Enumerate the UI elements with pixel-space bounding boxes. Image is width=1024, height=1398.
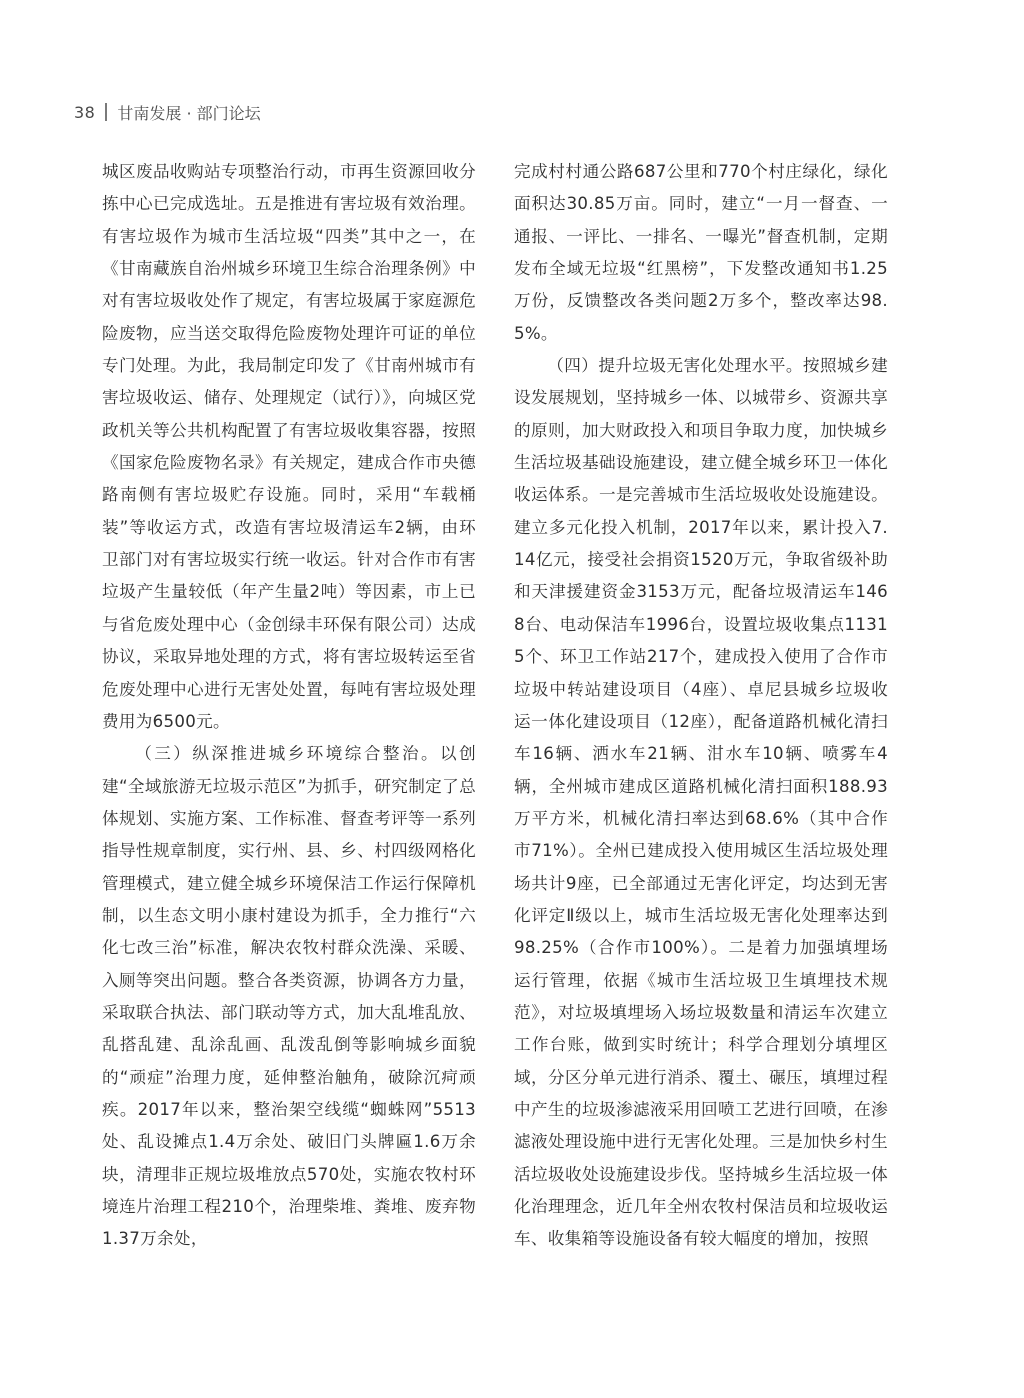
body-paragraph: 完成村村通公路687公里和770个村庄绿化，绿化面积达30.85万亩。同时，建立“一月一督查、一通报、一评比、一排名、一曝光”督查机制，定期发布全域无垃圾“红黑榜”，下发整改通知书1.25万份，反馈整改各类问题2万多个，整改率达98.5%。 <box>514 162 888 343</box>
body-paragraph: （三）纵深推进城乡环境综合整治。以创建“全域旅游无垃圾示范区”为抓手，研究制定了总体规划、实施方案、工作标准、督查考评等一系列指导性规章制度，实行州、县、乡、村四级网格化管理模式，建立健全城乡环境保洁工作运行保障机制，以生态文明小康村建设为抓手，全力推行“六化七改三治”标准，解决农牧村群众洗澡、采暖、入厕等突出问题。整合各类资源，协调各方力量，采取联合执法、部门联动等方式，加大乱堆乱放、乱搭乱建、乱涂乱画、乱泼乱倒等影响城乡面貌的“顽症”治理力度，延伸整治触角，破除沉疴顽疾。2017年以来，整治架空线缆“蜘蛛网”5513处、乱设摊点1.4万余处、破旧门头牌匾1.6万余块，清理非正规垃圾堆放点570处，实施农牧村环境连片治理工程210个，治理柴堆、粪堆、废弃物1.37万余处， <box>102 744 476 1249</box>
page-number: 38 <box>74 102 96 122</box>
right-column <box>514 156 888 1256</box>
left-column <box>102 156 476 1256</box>
header-divider <box>105 103 107 121</box>
page-header <box>74 98 261 126</box>
body-paragraph: 城区废品收购站专项整治行动，市再生资源回收分拣中心已完成选址。五是推进有害垃圾有效治理。有害垃圾作为城市生活垃圾“四类”其中之一，在《甘南藏族自治州城乡环境卫生综合治理条例》中对有害垃圾收处作了规定，有害垃圾属于家庭源危险废物，应当送交取得危险废物处理许可证的单位专门处理。为此，我局制定印发了《甘南州城市有害垃圾收运、储存、处理规定（试行）》，向城区党政机关等公共机构配置了有害垃圾收集容器，按照《国家危险废物名录》有关规定，建成合作市央德路南侧有害垃圾贮存设施。同时，采用“车载桶装”等收运方式，改造有害垃圾清运车2辆，由环卫部门对有害垃圾实行统一收运。针对合作市有害垃圾产生量较低（年产生量2吨）等因素，市上已与省危废处理中心（金创绿丰环保有限公司）达成协议，采取异地处理的方式，将有害垃圾转运至省危废处理中心进行无害处处置，每吨有害垃圾处理费用为6500元。 <box>102 162 476 731</box>
body-paragraph: （四）提升垃圾无害化处理水平。按照城乡建设发展规划，坚持城乡一体、以城带乡、资源共享的原则，加大财政投入和项目争取力度，加快城乡生活垃圾基础设施建设，建立健全城乡环卫一体化收运体系。一是完善城市生活垃圾收处设施建设。建立多元化投入机制，2017年以来，累计投入7.14亿元，接受社会捐资1520万元，争取省级补助和天津援建资金3153万元，配备垃圾清运车1468台、电动保洁车1996台，设置垃圾收集点11315个、环卫工作站217个，建成投入使用了合作市垃圾中转站建设项目（4座）、卓尼县城乡垃圾收运一体化建设项目（12座），配备道路机械化清扫车16辆、洒水车21辆、泔水车10辆、喷雾车4辆，全州城市建成区道路机械化清扫面积188.93万平方米，机械化清扫率达到68.6%（其中合作市71%）。全州已建成投入使用城区生活垃圾处理场共计9座，已全部通过无害化评定，均达到无害化评定Ⅱ级以上，城市生活垃圾无害化处理率达到98.25%（合作市100%）。二是着力加强填埋场运行管理，依据《城市生活垃圾卫生填埋技术规范》，对垃圾填埋场入场垃圾数量和清运车次建立工作台账，做到实时统计；科学合理划分填埋区域，分区分单元进行消杀、覆土、碾压，填埋过程中产生的垃圾渗滤液采用回喷工艺进行回喷，在渗滤液处理设施中进行无害化处理。三是加快乡村生活垃圾收处设施建设步伐。坚持城乡生活垃圾一体化治理理念，近几年全州农牧村保洁员和垃圾收运车、收集箱等设施设备有较大幅度的增加，按照 <box>514 356 888 1249</box>
section-title: 甘南发展 · 部门论坛 <box>117 103 261 123</box>
